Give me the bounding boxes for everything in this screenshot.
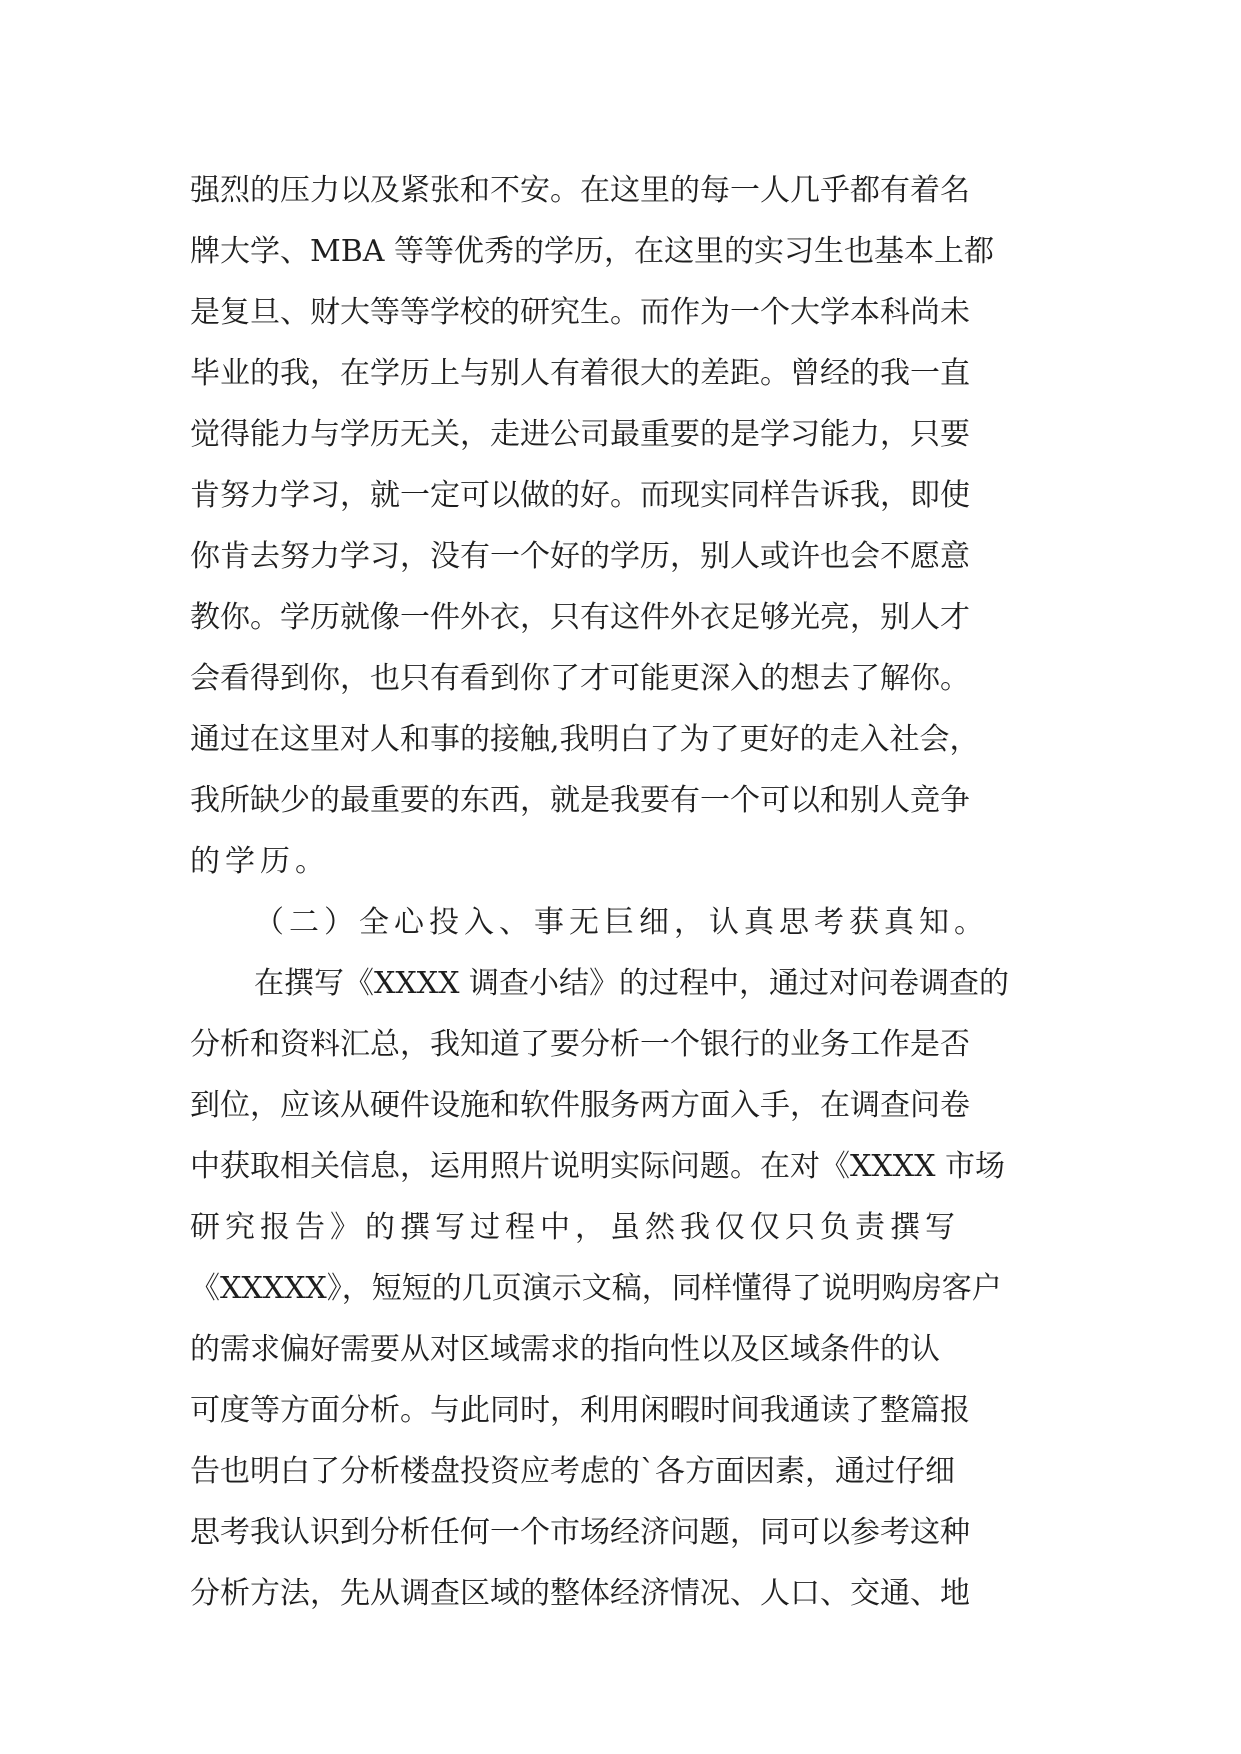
- paragraph-line: 你肯去努力学习，没有一个好的学历，别人或许也会不愿意: [190, 539, 970, 574]
- paragraph-line: 教你。学历就像一件外衣，只有这件外衣足够光亮，别人才: [190, 600, 970, 635]
- paragraph-line: 通过在这里对人和事的接触,我明白了为了更好的走入社会，: [190, 722, 980, 757]
- paragraph-line: 我所缺少的最重要的东西，就是我要有一个可以和别人竞争: [190, 783, 970, 818]
- paragraph-line: 是复旦、财大等等学校的研究生。而作为一个大学本科尚未: [190, 295, 970, 330]
- paragraph-line: 告也明白了分析楼盘投资应考虑的`各方面因素，通过仔细: [190, 1454, 955, 1489]
- document-text-body: [190, 160, 1060, 1624]
- paragraph-line: 可度等方面分析。与此同时，利用闲暇时间我通读了整篇报: [190, 1393, 970, 1428]
- paragraph-line: 思考我认识到分析任何一个市场经济问题，同可以参考这种: [190, 1515, 970, 1550]
- paragraph-line: 觉得能力与学历无关，走进公司最重要的是学习能力，只要: [190, 417, 970, 452]
- paragraph-line: 的学历。: [190, 844, 330, 879]
- paragraph-line: 会看得到你，也只有看到你了才可能更深入的想去了解你。: [190, 661, 970, 696]
- section-heading: （二）全心投入、事无巨细，认真思考获真知。: [254, 905, 989, 940]
- paragraph-line: 肯努力学习，就一定可以做的好。而现实同样告诉我，即使: [190, 478, 970, 513]
- paragraph-line: 的需求偏好需要从对区域需求的指向性以及区域条件的认: [190, 1332, 940, 1367]
- paragraph-line: 在撰写《XXXX 调查小结》的过程中，通过对问卷调查的: [254, 966, 1009, 1001]
- paragraph-line: 分析方法，先从调查区域的整体经济情况、人口、交通、地: [190, 1576, 970, 1611]
- paragraph-line: 牌大学、MBA 等等优秀的学历，在这里的实习生也基本上都: [190, 234, 994, 269]
- paragraph-line: 分析和资料汇总，我知道了要分析一个银行的业务工作是否: [190, 1027, 970, 1062]
- paragraph-line: 中获取相关信息，运用照片说明实际问题。在对《XXXX 市场: [190, 1149, 1005, 1184]
- paragraph-line: 《XXXXX》，短短的几页演示文稿，同样懂得了说明购房客户: [190, 1271, 1002, 1306]
- paragraph-line: 毕业的我，在学历上与别人有着很大的差距。曾经的我一直: [190, 356, 970, 391]
- paragraph-line: 强烈的压力以及紧张和不安。在这里的每一人几乎都有着名: [190, 173, 970, 208]
- paragraph-line: 研究报告》的撰写过程中，虽然我仅仅只负责撰写: [190, 1210, 960, 1245]
- paragraph-line: 到位，应该从硬件设施和软件服务两方面入手，在调查问卷: [190, 1088, 970, 1123]
